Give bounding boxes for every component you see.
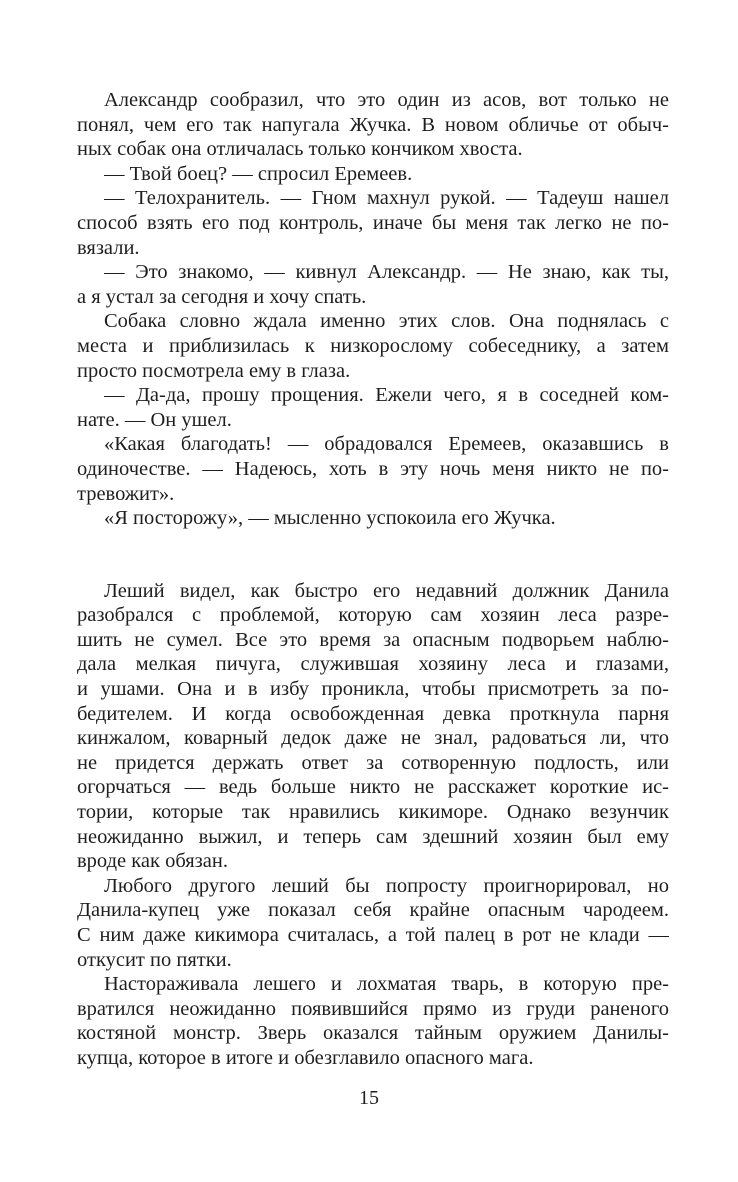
text-line: Александр сообразил, что это один из асов, вот только не bbox=[104, 89, 669, 111]
text-line: — Твой боец? — спросил Еремеев. bbox=[104, 162, 413, 185]
paragraph bbox=[77, 432, 669, 506]
text-line: Любого другого леший бы попросту проигнорировал, но bbox=[104, 874, 669, 897]
text-line: Данила-купец уже показал себя крайне опасным чародеем. bbox=[77, 899, 669, 922]
paragraph bbox=[77, 186, 669, 260]
book-page-text bbox=[77, 88, 669, 1071]
text-section-bottom bbox=[77, 579, 669, 1071]
text-line: вязали. bbox=[77, 236, 140, 259]
text-line: вроде как обязан. bbox=[77, 850, 228, 873]
paragraph bbox=[77, 972, 669, 1070]
text-line: одиночестве. — Надеюсь, хоть в эту ночь меня никто не по- bbox=[77, 457, 669, 480]
text-line: неожиданно выжил, и теперь сам здешний хозяин был ему bbox=[77, 825, 669, 848]
text-line: места и приблизилась к низкорослому собеседнику, а затем bbox=[77, 334, 669, 357]
text-line: способ взять его под контроль, иначе бы меня так легко не по- bbox=[77, 211, 669, 234]
text-line: «Я посторожу», — мысленно успокоила его Жучка. bbox=[104, 507, 556, 530]
paragraph bbox=[104, 506, 669, 531]
text-line: огорчаться — ведь больше никто не расскажет короткие ис- bbox=[77, 776, 669, 799]
text-line: бедителем. И когда освобожденная девка проткнула парня bbox=[77, 702, 669, 725]
text-line: и ушами. Она и в избу проникла, чтобы присмотреть за по- bbox=[77, 678, 669, 701]
paragraph bbox=[77, 383, 669, 432]
text-line: шить не сумел. Все это время за опасным подворьем наблю- bbox=[77, 628, 669, 651]
text-line: — Это знакомо, — кивнул Александр. — Не знаю, как ты, bbox=[104, 261, 669, 284]
text-line: кинжалом, коварный дедок даже не знал, радоваться ли, что bbox=[77, 727, 669, 750]
text-line: костяной монстр. Зверь оказался тайным оружием Данилы- bbox=[77, 1022, 669, 1045]
text-line: разобрался с проблемой, которую сам хозяин леса разре- bbox=[77, 604, 669, 627]
paragraph bbox=[77, 88, 669, 162]
section-break bbox=[104, 531, 669, 579]
paragraph bbox=[77, 309, 669, 383]
text-line: откусит по пятки. bbox=[77, 948, 232, 971]
text-line: а я устал за сегодня и хочу спать. bbox=[77, 285, 367, 308]
text-line: купца, которое в итоге и обезглавило опасного мага. bbox=[77, 1046, 534, 1069]
text-line: дала мелкая пичуга, служившая хозяину леса и глазами, bbox=[77, 653, 669, 676]
text-section-top bbox=[77, 88, 669, 531]
paragraph bbox=[77, 874, 669, 972]
text-line: Настораживала лешего и лохматая тварь, в которую пре- bbox=[104, 973, 669, 996]
text-line: — Телохранитель. — Гном махнул рукой. — Тадеуш нашел bbox=[104, 187, 669, 210]
text-line: нате. — Он ушел. bbox=[77, 408, 232, 431]
text-line: просто посмотрела ему в глаза. bbox=[77, 359, 351, 382]
paragraph bbox=[104, 162, 669, 187]
text-line: ных собак она отличалась только кончиком хвоста. bbox=[77, 138, 523, 161]
text-line: вратился неожиданно появившийся прямо из груди раненого bbox=[77, 997, 669, 1020]
text-line: Леший видел, как быстро его недавний должник Данила bbox=[104, 579, 669, 602]
text-line: тревожит». bbox=[77, 482, 175, 505]
text-line: С ним даже кикимора считалась, а той палец в рот не клади — bbox=[77, 924, 669, 946]
text-line: тории, которые так нравились кикиморе. Однако везунчик bbox=[77, 801, 669, 824]
paragraph bbox=[77, 260, 669, 309]
paragraph bbox=[77, 579, 669, 874]
text-line: Собака словно ждала именно этих слов. Она поднялась с bbox=[104, 310, 669, 333]
text-line: «Какая благодать! — обрадовался Еремеев, оказавшись в bbox=[104, 433, 669, 456]
page-number: 15 bbox=[359, 1087, 379, 1109]
text-line: — Да-да, прошу прощения. Ежели чего, я в соседней ком- bbox=[104, 384, 669, 407]
text-line: понял, чем его так напугала Жучка. В новом обличье от обыч- bbox=[77, 113, 669, 136]
text-line: не придется держать ответ за сотворенную подлость, или bbox=[77, 751, 669, 774]
